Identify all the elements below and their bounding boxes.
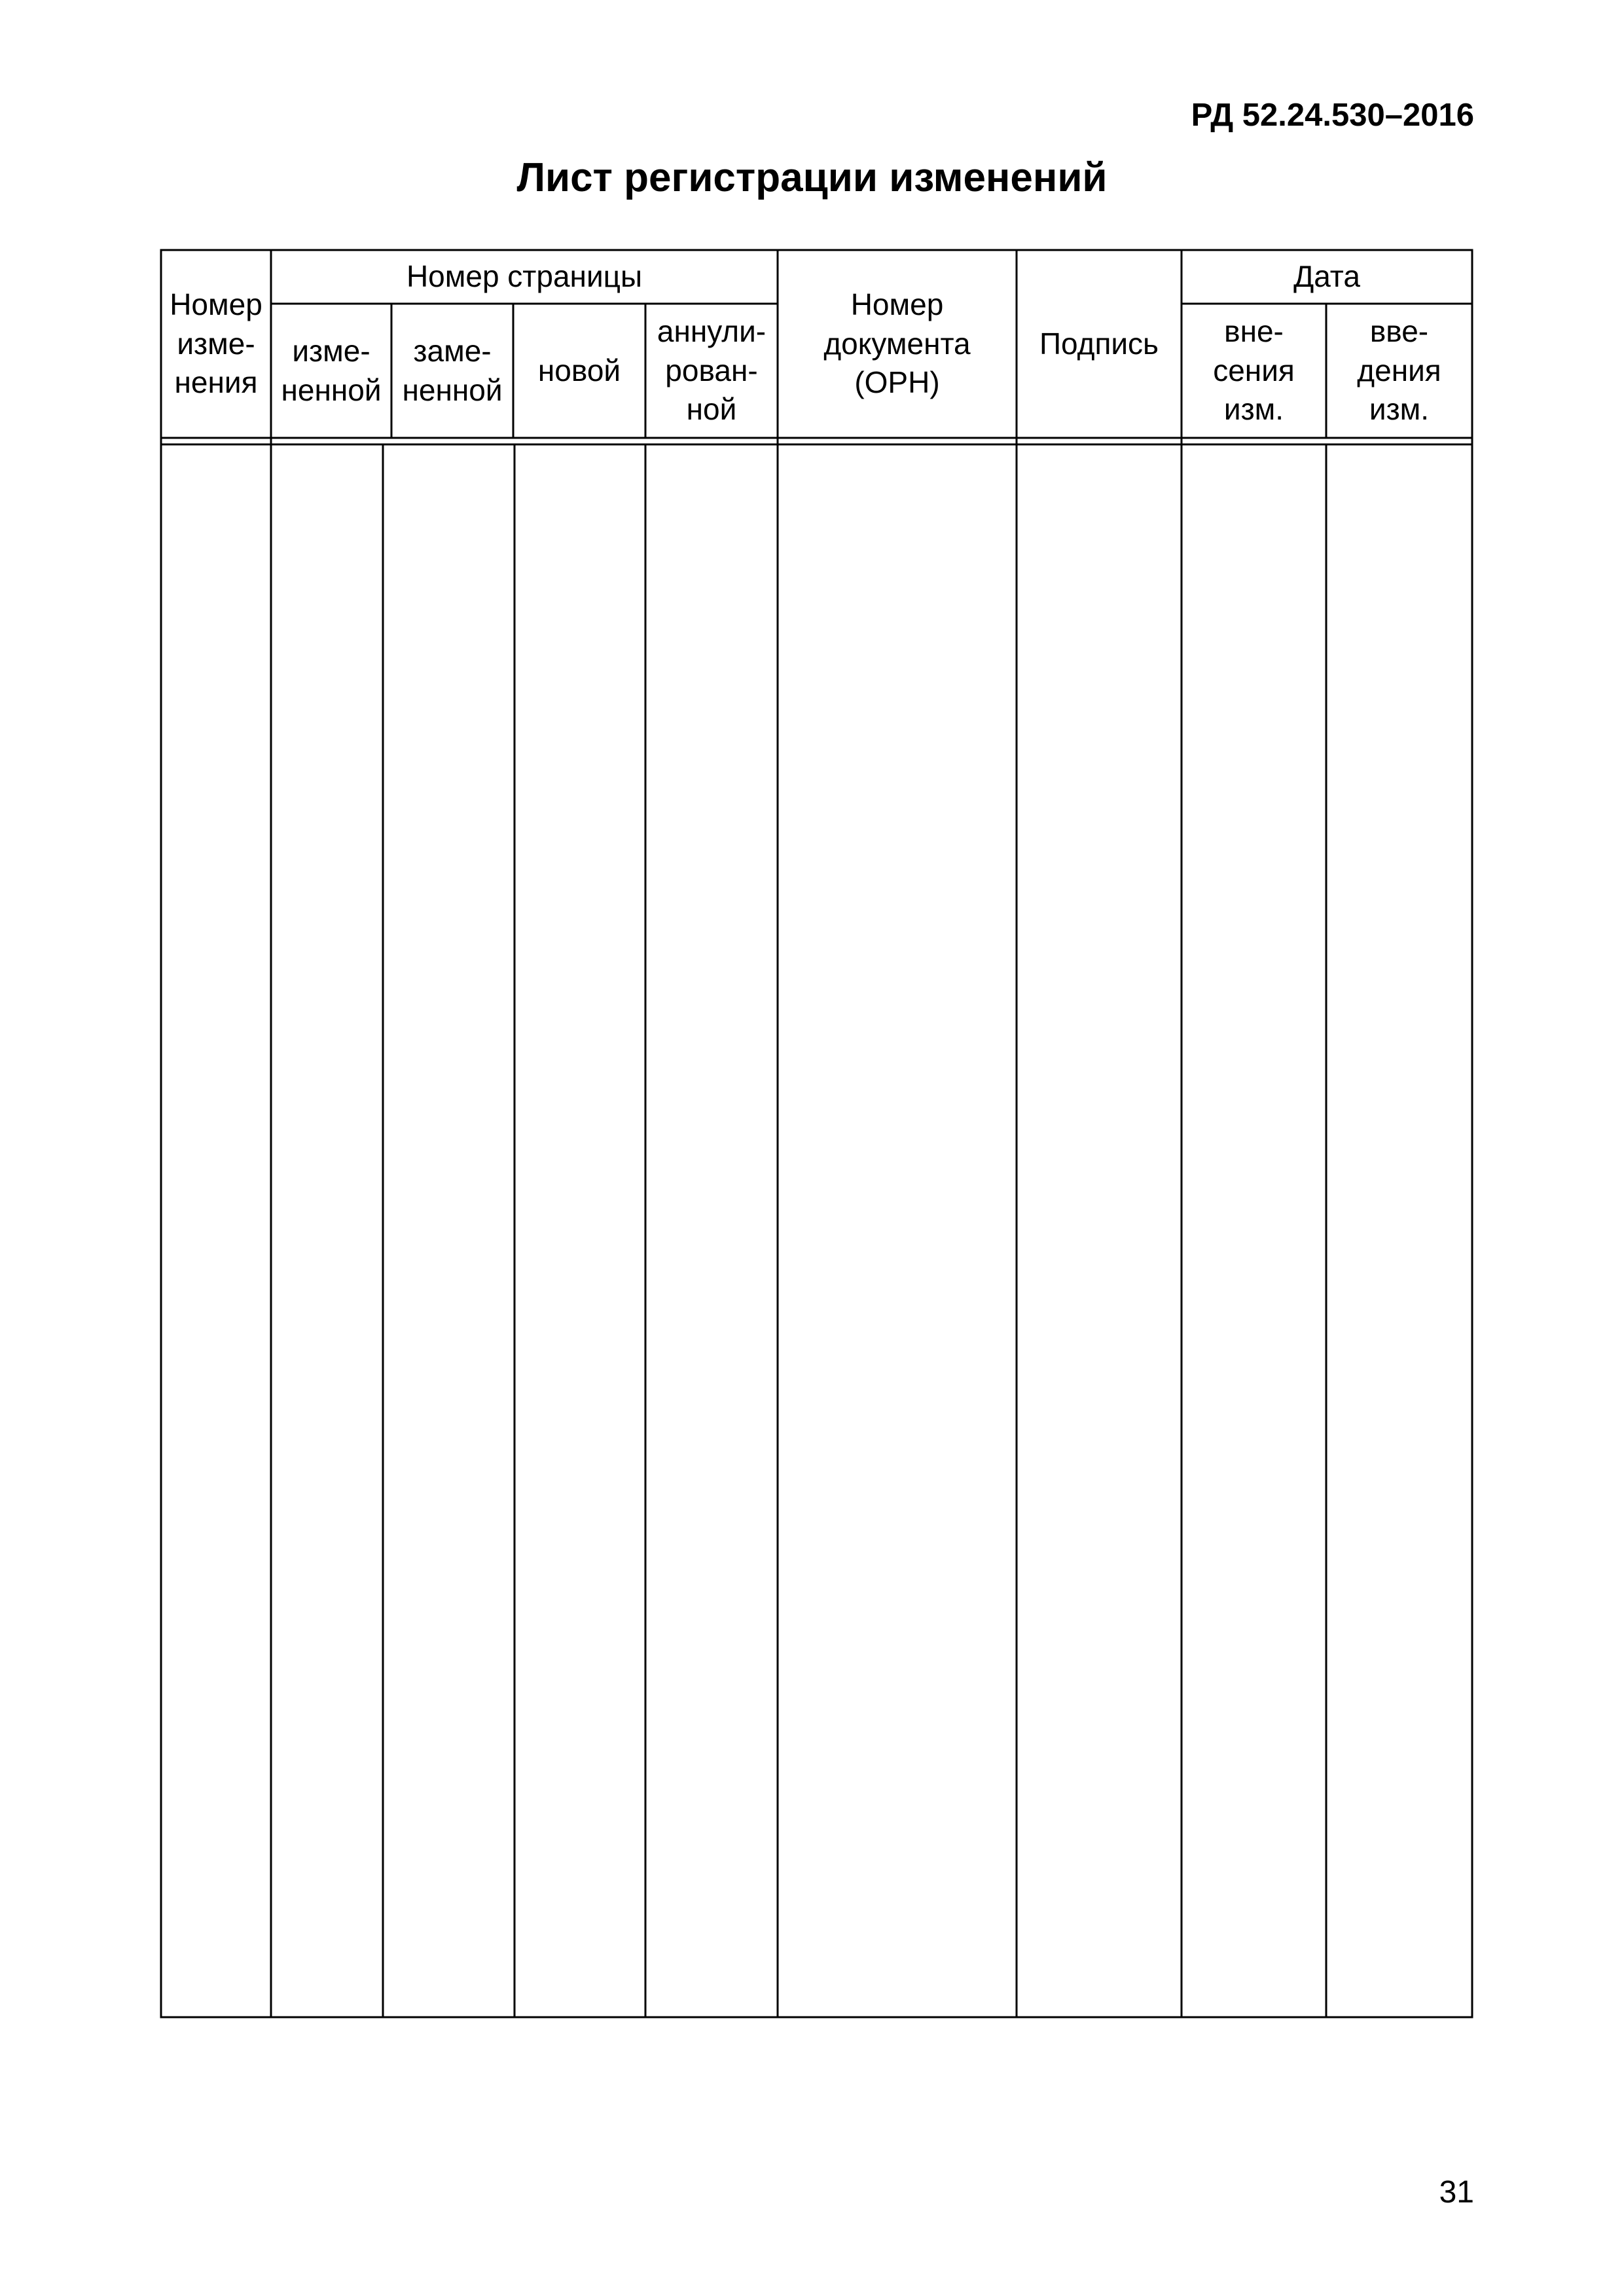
- header-page-number-group: Номер страницы: [406, 259, 643, 294]
- header-date-introduction: вве- дения изм.: [1357, 314, 1441, 427]
- header-date-group: Дата: [1293, 259, 1360, 294]
- header-replaced-page: заме- ненной: [402, 333, 503, 407]
- header-changed-page: изме- ненной: [281, 333, 382, 407]
- header-change-number: Номер изме- нения: [170, 287, 262, 400]
- page-number: 31: [1439, 2175, 1474, 2210]
- header-annulled-page: аннули- рован- ной: [657, 314, 767, 427]
- header-document-number: Номер документа (ОРН): [823, 287, 971, 400]
- document-code: РД 52.24.530–2016: [1191, 98, 1474, 133]
- header-signature: Подпись: [1039, 326, 1159, 361]
- header-new-page: новой: [537, 353, 621, 387]
- table-outer-border: [161, 250, 1472, 2017]
- header-date-entry: вне- сения изм.: [1213, 314, 1295, 427]
- page-title: Лист регистрации изменений: [516, 155, 1108, 200]
